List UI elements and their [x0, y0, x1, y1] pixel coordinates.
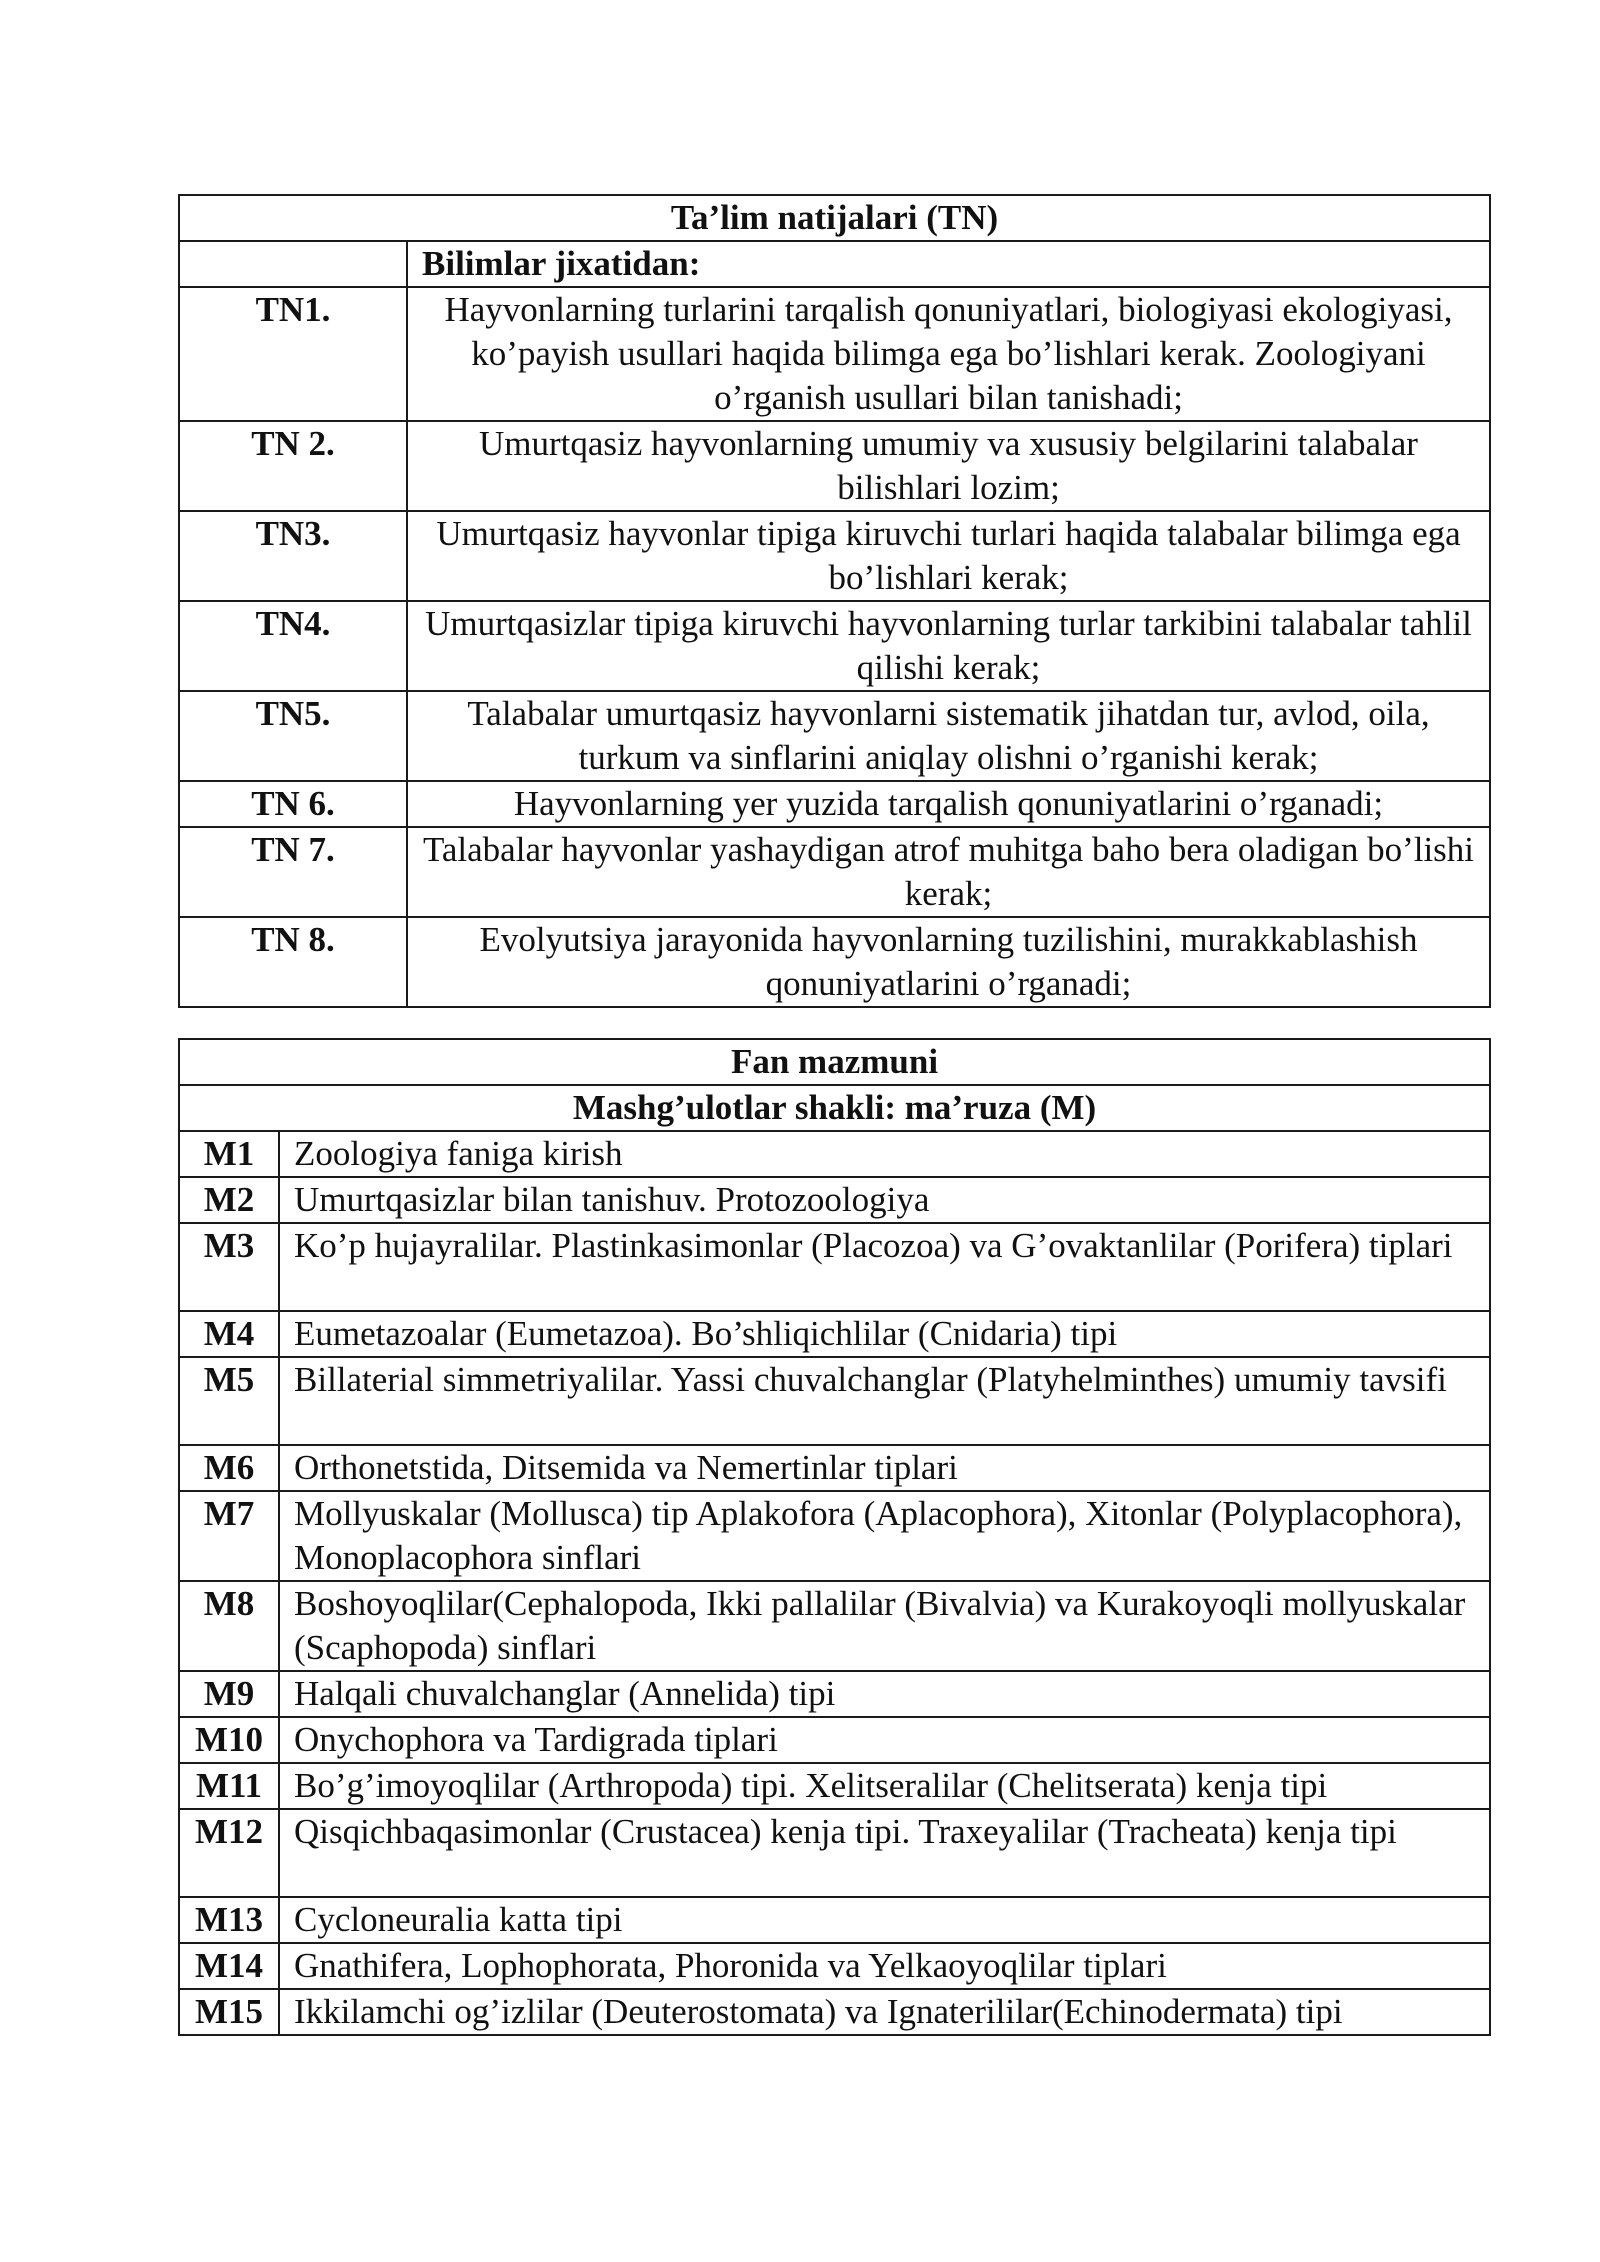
empty-cell: [179, 241, 407, 287]
lecture-topic: Cycloneuralia katta tipi: [279, 1897, 1490, 1943]
table-row: [179, 827, 1490, 917]
lecture-code: M8: [179, 1581, 279, 1671]
learning-outcomes-subheading-row: [179, 241, 1490, 287]
lecture-code: M3: [179, 1223, 279, 1311]
table-row: [179, 1581, 1490, 1671]
lecture-code: M15: [179, 1989, 279, 2035]
lecture-code: M7: [179, 1491, 279, 1581]
table-row: [179, 1943, 1490, 1989]
table-row: [179, 1897, 1490, 1943]
outcome-text: Hayvonlarning turlarini tarqalish qonuniyatlari, biologiyasi ekologiyasi, ko’payish usullari haqida bilimga ega bo’lishlari kerak. Zoologiyani o’rganish usullari bilan tanishadi;: [407, 287, 1490, 421]
lecture-topic: Onychophora va Tardigrada tiplari: [279, 1717, 1490, 1763]
lecture-code: M11: [179, 1763, 279, 1809]
lecture-topic: Ko’p hujayralilar. Plastinkasimonlar (Placozoa) va G’ovaktanlilar (Porifera) tiplari: [279, 1223, 1490, 1311]
outcome-text: Evolyutsiya jarayonida hayvonlarning tuzilishini, murakkablashish qonuniyatlarini o’rganadi;: [407, 917, 1490, 1007]
outcome-code: TN3.: [179, 511, 407, 601]
table-row: [179, 781, 1490, 827]
outcome-code: TN4.: [179, 601, 407, 691]
lecture-topic: Boshoyoqlilar(Cephalopoda, Ikki pallalilar (Bivalvia) va Kurakoyoqli mollyuskalar (Scaphopoda) sinflari: [279, 1581, 1490, 1671]
lecture-code: M10: [179, 1717, 279, 1763]
outcome-code: TN1.: [179, 287, 407, 421]
lecture-topic: Gnathifera, Lophophorata, Phoronida va Yelkaoyoqlilar tiplari: [279, 1943, 1490, 1989]
table-row: [179, 691, 1490, 781]
lecture-topic: Mollyuskalar (Mollusca) tip Aplakofora (Aplacophora), Xitonlar (Polyplacophora), Monoplacophora sinflari: [279, 1491, 1490, 1581]
table-row: [179, 1491, 1490, 1581]
lecture-code: M6: [179, 1445, 279, 1491]
table-row: [179, 511, 1490, 601]
outcome-text: Talabalar umurtqasiz hayvonlarni sistematik jihatdan tur, avlod, oila, turkum va sinflarini aniqlay olishni o’rganishi kerak;: [407, 691, 1490, 781]
table-row: [179, 1357, 1490, 1445]
course-content-subtitle: Mashg’ulotlar shakli: ma’ruza (M): [179, 1085, 1490, 1131]
lecture-code: M9: [179, 1671, 279, 1717]
outcome-code: TN 7.: [179, 827, 407, 917]
lecture-code: M13: [179, 1897, 279, 1943]
table-row: [179, 1717, 1490, 1763]
lecture-topic: Qisqichbaqasimonlar (Crustacea) kenja tipi. Traxeyalilar (Tracheata) kenja tipi: [279, 1809, 1490, 1897]
lecture-topic: Halqali chuvalchanglar (Annelida) tipi: [279, 1671, 1490, 1717]
lecture-topic: Billaterial simmetriyalilar. Yassi chuvalchanglar (Platyhelminthes) umumiy tavsifi: [279, 1357, 1490, 1445]
table-row: [179, 1223, 1490, 1311]
outcome-text: Talabalar hayvonlar yashaydigan atrof muhitga baho bera oladigan bo’lishi kerak;: [407, 827, 1490, 917]
learning-outcomes-subheading: Bilimlar jixatidan:: [407, 241, 1490, 287]
table-row: [179, 1445, 1490, 1491]
lecture-code: M14: [179, 1943, 279, 1989]
table-row: [179, 421, 1490, 511]
table-row: [179, 1311, 1490, 1357]
lecture-topic: Orthonetstida, Ditsemida va Nemertinlar tiplari: [279, 1445, 1490, 1491]
lecture-code: M4: [179, 1311, 279, 1357]
lecture-topic: Umurtqasizlar bilan tanishuv. Protozoologiya: [279, 1177, 1490, 1223]
table-row: [179, 1131, 1490, 1177]
course-content-title-row: [179, 1039, 1490, 1085]
outcome-code: TN 8.: [179, 917, 407, 1007]
course-content-title: Fan mazmuni: [179, 1039, 1490, 1085]
lecture-code: M12: [179, 1809, 279, 1897]
table-row: [179, 1809, 1490, 1897]
learning-outcomes-title: Ta’lim natijalari (TN): [179, 195, 1490, 241]
outcome-code: TN5.: [179, 691, 407, 781]
outcome-code: TN 6.: [179, 781, 407, 827]
course-content-subtitle-row: [179, 1085, 1490, 1131]
table-row: [179, 287, 1490, 421]
lecture-topic: Eumetazoalar (Eumetazoa). Bo’shliqichlilar (Cnidaria) tipi: [279, 1311, 1490, 1357]
lecture-code: M1: [179, 1131, 279, 1177]
learning-outcomes-title-row: [179, 195, 1490, 241]
learning-outcomes-table: [178, 194, 1491, 1008]
table-row: [179, 917, 1490, 1007]
outcome-code: TN 2.: [179, 421, 407, 511]
table-row: [179, 1763, 1490, 1809]
outcome-text: Umurtqasizlar tipiga kiruvchi hayvonlarning turlar tarkibini talabalar tahlil qilishi kerak;: [407, 601, 1490, 691]
table-row: [179, 601, 1490, 691]
lecture-code: M5: [179, 1357, 279, 1445]
lecture-topic: Zoologiya faniga kirish: [279, 1131, 1490, 1177]
course-content-table: [178, 1038, 1491, 2036]
outcome-text: Umurtqasiz hayvonlarning umumiy va xususiy belgilarini talabalar bilishlari lozim;: [407, 421, 1490, 511]
outcome-text: Umurtqasiz hayvonlar tipiga kiruvchi turlari haqida talabalar bilimga ega bo’lishlari kerak;: [407, 511, 1490, 601]
table-row: [179, 1671, 1490, 1717]
lecture-topic: Bo’g’imoyoqlilar (Arthropoda) tipi. Xelitseralilar (Chelitserata) kenja tipi: [279, 1763, 1490, 1809]
lecture-topic: Ikkilamchi og’izlilar (Deuterostomata) va Ignaterililar(Echinodermata) tipi: [279, 1989, 1490, 2035]
outcome-text: Hayvonlarning yer yuzida tarqalish qonuniyatlarini o’rganadi;: [407, 781, 1490, 827]
table-row: [179, 1989, 1490, 2035]
table-row: [179, 1177, 1490, 1223]
lecture-code: M2: [179, 1177, 279, 1223]
